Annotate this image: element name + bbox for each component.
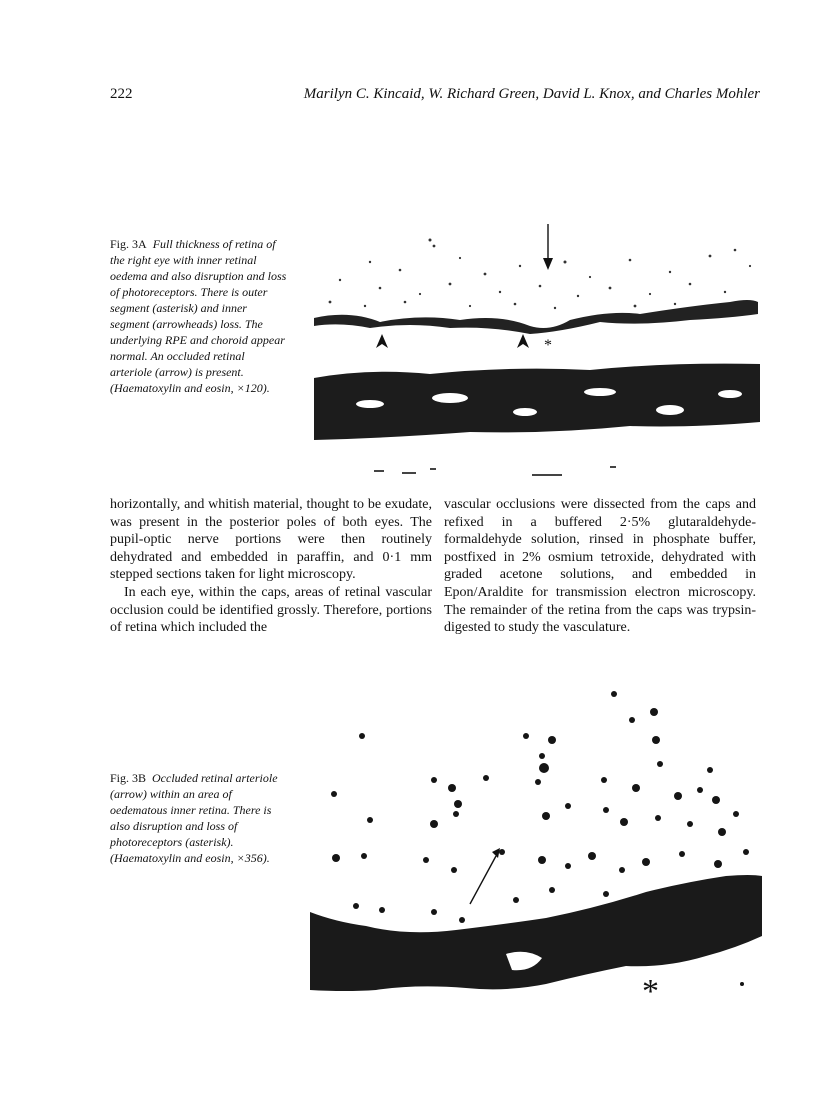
figure-3a-caption <box>110 236 288 396</box>
figure-3b-micrograph <box>306 686 766 1000</box>
figure-3a-caption-text: Full thickness of retina of the right eye with inner retinal oedema and also disruption and loss of photoreceptors. There is outer segment (asterisk) and inner segment (arrowheads) loss. The underlying RPE and choroid appear normal. An occluded retinal arteriole (arrow) is present. (Haematoxylin and eosin, ×120). <box>110 237 287 395</box>
body-paragraph-3: vascular occlusions were dissected from the caps and refixed in a buffered 2·5% glutaraldehyde-formaldehyde solution, rinsed in phosphate buffer, postfixed in 2% osmium tetroxide, dehydrated with graded acetone solutions, and embedded in Epon/Araldite for transmission electron microscopy. The remainder of the retina from the caps was trypsin-digested to study the vasculature. <box>444 497 756 636</box>
figure-3b-caption-text: Occluded retinal arteriole (arrow) within an area of oedematous inner retina. There is also disruption and loss of photoreceptors (asterisk). (Haematoxylin and eosin, ×356). <box>110 771 278 865</box>
arrowhead-left <box>376 334 388 348</box>
page-number: 222 <box>110 86 133 102</box>
figure-3b-caption <box>110 770 292 866</box>
figure-3a-label: Fig. 3A <box>110 237 147 251</box>
figure-3b-arrow <box>470 848 500 904</box>
body-text-right-column <box>444 496 756 637</box>
figure-3a-sclera-fragments <box>374 466 616 476</box>
figure-3b-label: Fig. 3B <box>110 771 147 785</box>
figure-3a-micrograph <box>310 222 762 484</box>
figure-3a-photoreceptor-layer <box>314 300 758 334</box>
figure-3b-asterisk: * <box>642 973 659 1000</box>
figure-3b-outer-retina-band <box>310 875 762 991</box>
figure-3a-arrowheads <box>376 334 529 348</box>
figure-3a-inner-retina-speckle <box>329 239 751 310</box>
body-text-left-column <box>110 496 432 637</box>
figure-3a-asterisk: * <box>544 337 552 354</box>
figure-3a-arrow <box>543 224 553 270</box>
running-header-authors: Marilyn C. Kincaid, W. Richard Green, David L. Knox, and Charles Mohler <box>303 86 760 102</box>
arrowhead-right <box>517 334 529 348</box>
body-paragraph-2: In each eye, within the caps, areas of retinal vascular occlusion could be identified grossly. Therefore, portions of retina which included the <box>110 584 432 636</box>
body-paragraph-1: horizontally, and whitish material, thought to be exudate, was present in the posterior poles of both eyes. The pupil-optic nerve portions were then routinely dehydrated and embedded in paraffin, and 0·1 mm stepped sections taken for light microscopy. <box>110 497 432 583</box>
